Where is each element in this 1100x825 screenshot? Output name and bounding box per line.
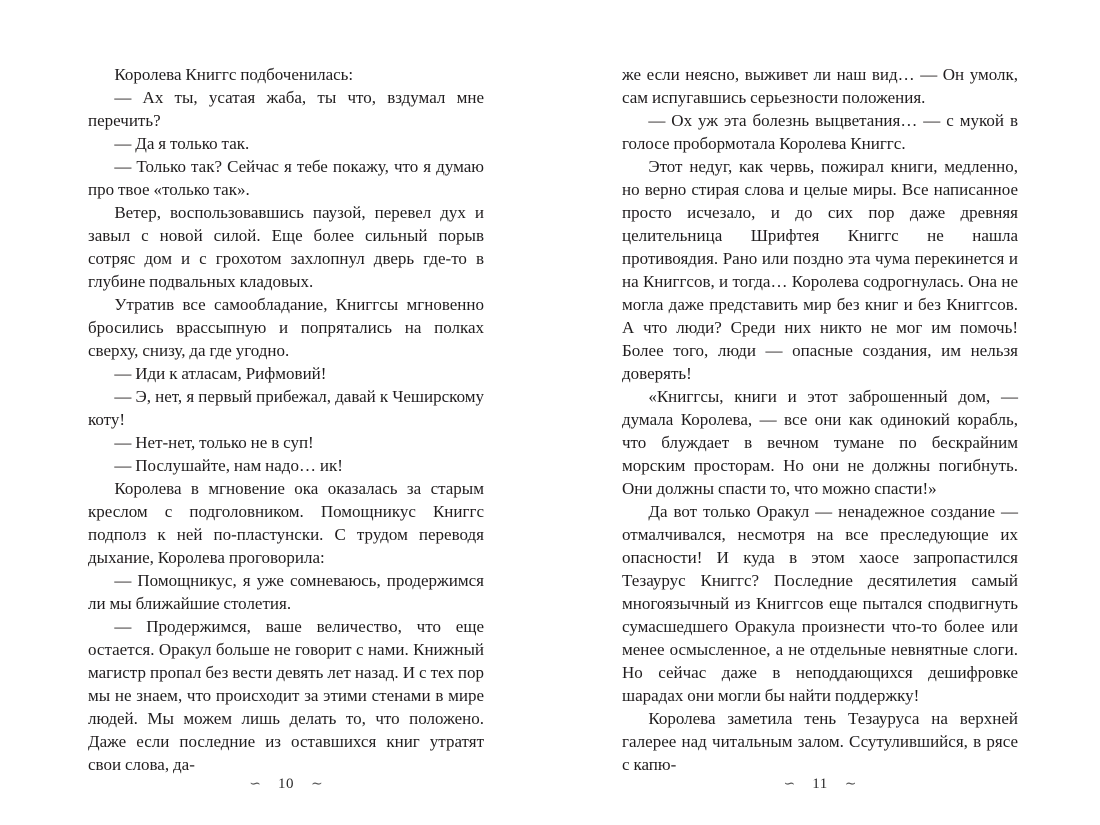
paragraph: Да вот только Оракул — ненадежное создание — отмалчивался, несмотря на все преследующие их опасности! И куда в этом хаосе запропастился Тезаурус Книггс? Последние десятилетия самый многоязычный из Книггсов еще пытался сподвигнуть сумасшедшего Оракула произнести что-то более или менее осмысленное, а не отдельные невнятные слоги. Но сейчас даже в неподдающихся дешифровке шарадах они могли бы найти поддержку!: [622, 502, 1018, 705]
page-number-right: 11: [812, 776, 828, 792]
paragraph: — Нет-нет, только не в суп!: [114, 433, 314, 452]
ornament-left-icon: ∽: [249, 776, 261, 792]
page-left-footer: [88, 776, 484, 807]
paragraph: — Послушайте, нам надо… ик!: [114, 456, 343, 475]
paragraph: Этот недуг, как червь, пожирал книги, медленно, но верно стирая слова и целые миры. Все написанное просто исчезало, и до сих пор даже древняя целительница Шрифтея Книггс не нашла противоядия. Рано или поздно эта чума перекинется и на Книггсов, и тогда… Королева содрогнулась. Она не могла даже представить мир без книг и без Книггсов. А что люди? Среди них никто не мог им помочь! Более того, люди — опасные создания, им нельзя доверять!: [622, 157, 1018, 383]
ornament-right-icon: ∼: [311, 776, 323, 792]
page-right: [622, 63, 1018, 792]
paragraph: — Продержимся, ваше величество, что еще остается. Оракул больше не говорит с нами. Книжный магистр пропал без вести девять лет назад. И с тех пор мы не знаем, что происходит за этими стенами в мире людей. Мы можем лишь делать то, что положено. Даже если последние из оставшихся книг утратят свои слова, да-: [88, 617, 484, 774]
paragraph: — Иди к атласам, Рифмовий!: [114, 364, 327, 383]
ornament-right-icon: ∼: [844, 776, 857, 792]
page-number-left: 10: [278, 776, 294, 792]
ornament-left-icon: ∽: [783, 776, 796, 792]
paragraph: же если неясно, выживет ли наш вид… — Он умолк, сам испугавшись серьезности положения.: [622, 65, 1018, 107]
page-right-text: [622, 63, 1018, 776]
page-right-footer: [622, 776, 1018, 807]
paragraph: Ветер, воспользовавшись паузой, перевел дух и завыл с новой силой. Еще более сильный порыв сотряс дом и с грохотом захлопнул дверь где-то в глубине подвальных кладовых.: [88, 203, 484, 291]
paragraph: Королева заметила тень Тезауруса на верхней галерее над читальным залом. Ссутулившийся, в рясе с капю-: [622, 709, 1018, 774]
paragraph: Утратив все самообладание, Книггсы мгновенно бросились врассыпную и попрятались на полках сверху, снизу, да где угодно.: [88, 295, 484, 360]
paragraph: — Э, нет, я первый прибежал, давай к Чеширскому коту!: [88, 387, 484, 429]
paragraph: — Ох уж эта болезнь выцветания… — с мукой в голосе пробормотала Королева Книггс.: [622, 111, 1018, 153]
page-left-text: [88, 63, 484, 776]
paragraph: — Ах ты, усатая жаба, ты что, вздумал мне перечить?: [88, 88, 484, 130]
paragraph: Королева Книггс подбоченилась:: [114, 65, 354, 84]
paragraph: «Книггсы, книги и этот заброшенный дом, — думала Королева, — все они как одинокий корабль, что блуждает в вечном тумане по бескрайним морским просторам. Но они не должны погибнуть. Они должны спасти то, что можно спасти!»: [622, 387, 1018, 498]
paragraph: — Да я только так.: [114, 134, 250, 153]
paragraph: Королева в мгновение ока оказалась за старым креслом с подголовником. Помощникус Книггс подполз к ней по-пластунски. С трудом переводя дыхание, Королева проговорила:: [88, 479, 484, 567]
page-left: [88, 63, 484, 792]
paragraph: — Только так? Сейчас я тебе покажу, что я думаю про твое «только так».: [88, 157, 484, 199]
paragraph: — Помощникус, я уже сомневаюсь, продержимся ли мы ближайшие столетия.: [88, 571, 484, 613]
